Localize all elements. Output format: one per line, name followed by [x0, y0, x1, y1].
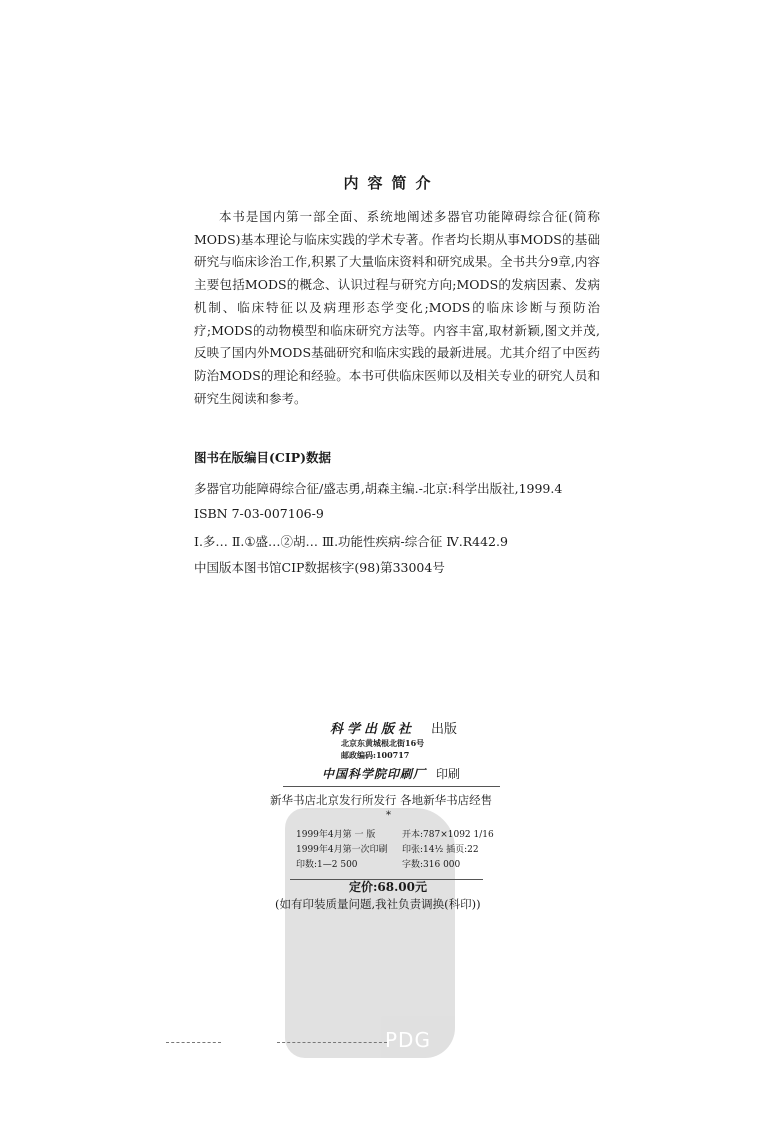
separator-dot: * [386, 810, 391, 821]
specs-table [296, 826, 494, 871]
quality-notice: (如有印装质量问题,我社负责调换(科印)) [275, 897, 481, 911]
intro-block [194, 206, 600, 410]
publisher-publish-word: 出版 [431, 722, 458, 737]
price: 定价:68.00元 [349, 880, 428, 894]
specs-cell: 1999年4月第 一 版 [296, 830, 376, 840]
cip-number: 中国版本图书馆CIP数据核字(98)第33004号 [194, 560, 445, 575]
specs-row [296, 826, 494, 841]
publisher-postcode: 邮政编码:100717 [341, 750, 410, 760]
intro-paragraph: 本书是国内第一部全面、系统地阐述多器官功能障碍综合征(简称MODS)基本理论与临床实践的学术专著。作者均长期从事MODS的基础研究与临床诊治工作,积累了大量临床资料和研究成果。全书共分9章,内容主要包括MODS的概念、认识过程与研究方向;MODS的发病因素、发病机制、临床特征以及病理形态学变化;MODS的临床诊断与预防治疗;MODS的动物模型和临床研究方法等。内容丰富,取材新颖,图文并茂,反映了国内外MODS基础研究和临床实践的最新进展。尤其介绍了中医药防治MODS的理论和经验。本书可供临床医师以及相关专业的研究人员和研究生阅读和参考。 [194, 209, 600, 406]
specs-cell: 印张:14½ 插页:22 [402, 845, 479, 855]
divider [283, 786, 500, 787]
watermark-text: PDG [385, 1028, 431, 1052]
specs-row [296, 841, 494, 856]
distribution-line: 新华书店北京发行所发行 各地新华书店经售 [270, 793, 493, 807]
cip-classification: Ⅰ.多… Ⅱ.①盛…②胡… Ⅲ.功能性疾病-综合征 Ⅳ.R442.9 [194, 534, 508, 549]
cip-isbn: ISBN 7-03-007106-9 [194, 506, 324, 521]
scan-artifact-line [277, 1042, 387, 1043]
specs-cell: 开本:787×1092 1/16 [402, 830, 494, 840]
section-title: 内容简介 [343, 174, 440, 192]
specs-cell: 1999年4月第一次印刷 [296, 845, 388, 855]
specs-cell: 印数:1—2 500 [296, 860, 358, 870]
specs-cell: 字数:316 000 [402, 860, 461, 870]
printer-name: 中国科学院印刷厂 [322, 767, 427, 781]
scan-artifact-line [166, 1042, 221, 1043]
publisher-name: 科学出版社 [330, 722, 416, 737]
cip-heading: 图书在版编目(CIP)数据 [194, 450, 332, 465]
specs-row [296, 856, 494, 871]
printer-print-word: 印刷 [436, 767, 461, 781]
publisher-address: 北京东黄城根北街16号 [341, 738, 425, 748]
cip-bibliographic-line: 多器官功能障碍综合征/盛志勇,胡森主编.-北京:科学出版社,1999.4 [194, 481, 563, 496]
